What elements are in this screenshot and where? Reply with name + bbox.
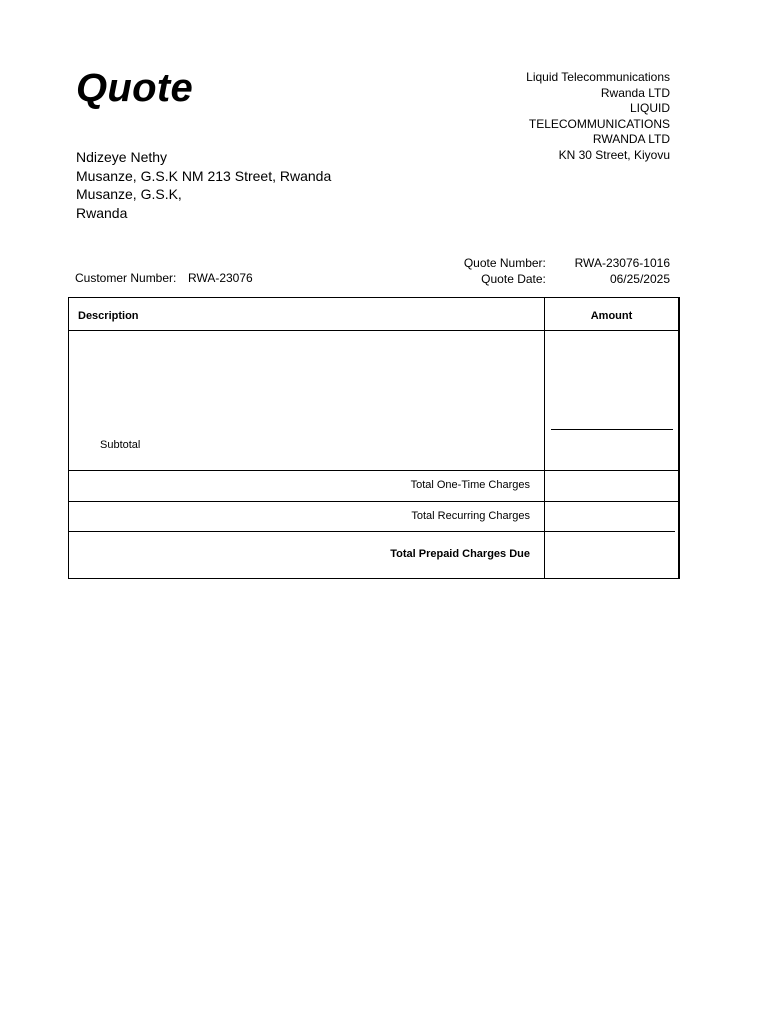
company-line: Liquid Telecommunications [526,70,670,84]
company-line: KN 30 Street, Kiyovu [558,147,670,162]
company-line: Rwanda LTD [600,85,670,100]
total-one-time-label: Total One-Time Charges [410,479,530,491]
quote-number-label: Quote Number: [463,256,546,270]
quote-meta [410,256,670,287]
quote-number-value: RWA-23076-1016 [574,256,670,270]
quote-number-row [410,256,670,272]
row-divider [69,501,678,502]
document-title: Quote [76,66,194,110]
column-divider [544,298,545,578]
description-header: Description [78,310,139,322]
company-address [470,70,670,163]
subtotal-label: Subtotal [100,439,141,451]
row-divider [69,470,678,471]
quote-date-label: Quote Date: [481,271,546,286]
customer-number-value: RWA-23076 [188,271,253,285]
company-line: LIQUID [629,101,670,115]
header-divider [69,330,678,331]
quote-date-row [410,272,670,288]
row-divider [69,531,675,532]
customer-address [76,148,331,222]
customer-line: Rwanda [76,204,128,221]
subtotal-underline [551,429,673,430]
total-recurring-label: Total Recurring Charges [411,510,530,522]
company-line: TELECOMMUNICATIONS [528,116,670,131]
total-prepaid-label: Total Prepaid Charges Due [390,548,530,560]
quote-table [68,297,680,579]
amount-header: Amount [590,310,633,322]
customer-number-block [75,271,253,285]
customer-name: Ndizeye Nethy [76,149,168,165]
quote-date-value: 06/25/2025 [609,271,670,286]
customer-line: Musanze, G.S.K, [76,186,182,203]
company-line: RWANDA LTD [592,132,670,146]
customer-line: Musanze, G.S.K NM 213 Street, Rwanda [76,167,332,184]
customer-number-label: Customer Number: [75,271,177,285]
